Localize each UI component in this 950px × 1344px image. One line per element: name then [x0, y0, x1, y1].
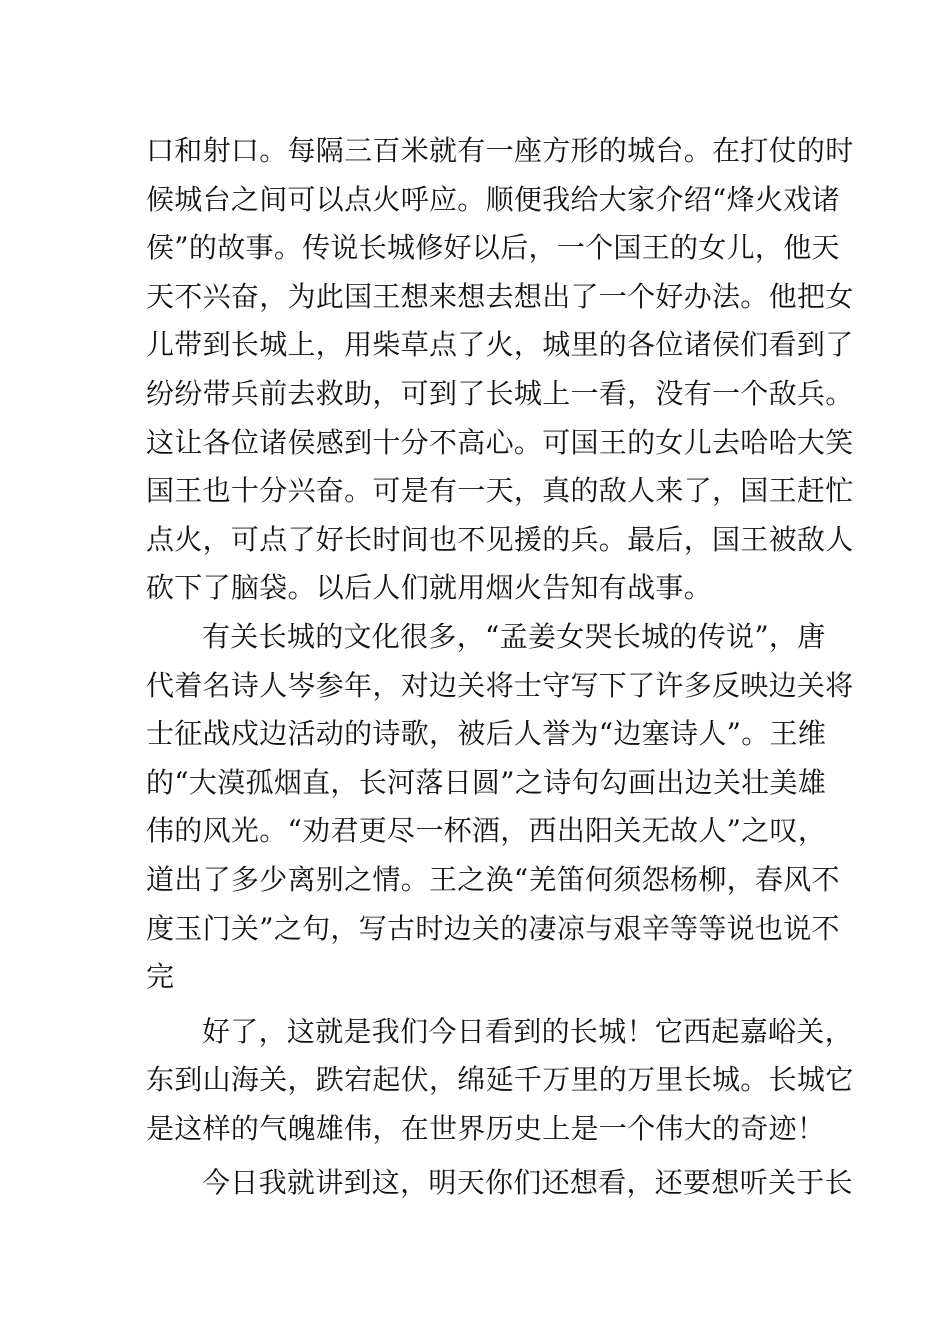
text-line: 砍下了脑袋。以后人们就用烟火告知有战事。: [146, 571, 713, 605]
paragraph-start-line: 今日我就讲到这，明天你们还想看，还要想听关于长: [202, 1166, 853, 1200]
text-line: 点火，可点了好长时间也不见援的兵。最后，国王被敌人: [146, 522, 854, 556]
text-line: 代着名诗人岑参年，对边关将士守写下了许多反映边关将: [146, 668, 854, 702]
paragraph-start-line: 好了，这就是我们今日看到的长城！它西起嘉峪关，: [202, 1014, 853, 1048]
text-line: 候城台之间可以点火呼应。顺便我给大家介绍“烽火戏诸: [146, 182, 840, 216]
text-line: 国王也十分兴奋。可是有一天，真的敌人来了，国王赶忙: [146, 474, 854, 508]
text-line: 完: [146, 960, 175, 994]
text-line: 道出了多少离别之情。王之涣“羌笛何须怨杨柳，春风不: [146, 862, 840, 896]
text-line: 度玉门关”之句，写古时边关的凄凉与艰辛等等说也说不: [146, 911, 840, 945]
text-line: 的“大漠孤烟直，长河落日圆”之诗句勾画出边关壮美雄: [146, 765, 827, 799]
text-line: 天不兴奋，为此国王想来想去想出了一个好办法。他把女: [146, 279, 854, 313]
text-line: 纷纷带兵前去救助，可到了长城上一看，没有一个敌兵。: [146, 376, 854, 410]
document-body: [146, 127, 854, 1208]
text-line: 是这样的气魄雄伟，在世界历史上是一个伟大的奇迹！: [146, 1111, 826, 1145]
text-line: 这让各位诸侯感到十分不高心。可国王的女儿去哈哈大笑: [146, 425, 854, 459]
text-line: 士征战戍边活动的诗歌，被后人誉为“边塞诗人”。王维: [146, 717, 827, 751]
text-line: 侯”的故事。传说长城修好以后，一个国王的女儿，他天: [146, 231, 840, 265]
text-line: 儿带到长城上，用柴草点了火，城里的各位诸侯们看到了: [146, 328, 854, 362]
text-line: 东到山海关，跌宕起伏，绵延千万里的万里长城。长城它: [146, 1063, 854, 1097]
text-line: 伟的风光。“劝君更尽一杯酒，西出阳关无故人”之叹，: [146, 814, 827, 848]
text-line: 口和射口。每隔三百米就有一座方形的城台。在打仗的时: [146, 134, 854, 167]
paragraph-start-line: 有关长城的文化很多，“孟姜女哭长城的传说”，唐: [202, 619, 826, 653]
